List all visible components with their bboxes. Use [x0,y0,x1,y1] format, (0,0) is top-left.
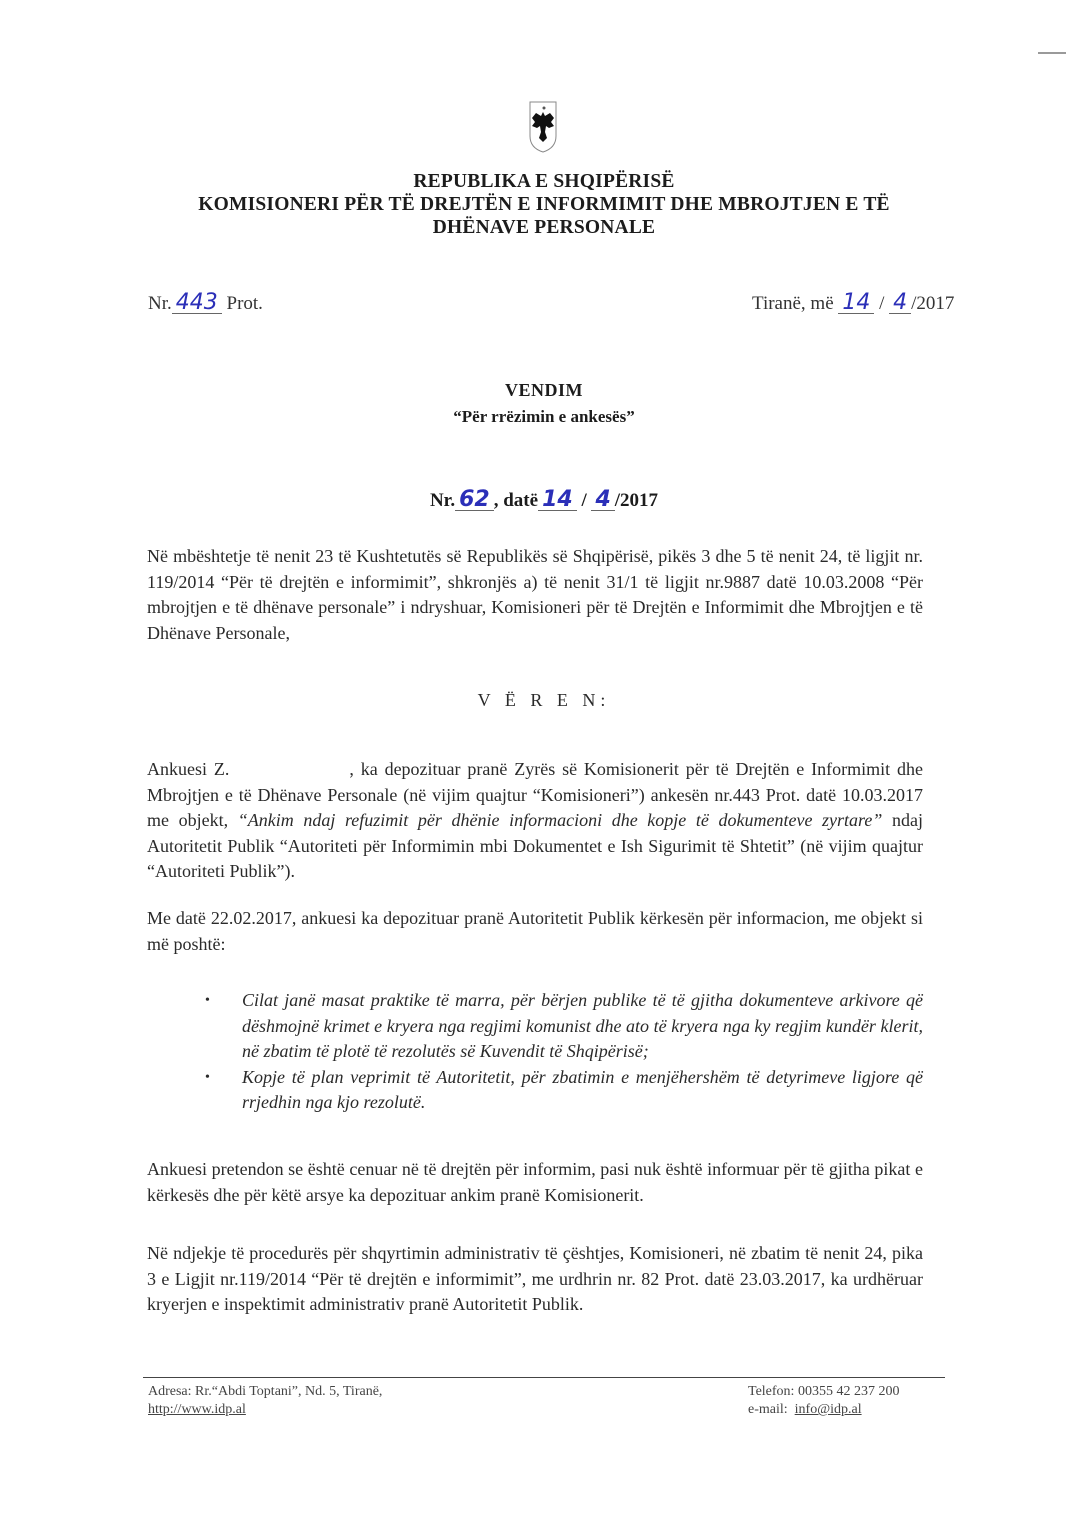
claim-paragraph: Ankuesi pretendon se është cenuar në të drejtën për informim, pasi nuk është informuar për të gjitha pikat e kërkesës dhe për këtë arsye ka depozituar ankim pranë Komisionerit. [147,1159,923,1205]
protocol-number [148,290,263,315]
veren-heading: V Ë R E N: [477,690,611,710]
decision-year: /2017 [614,490,659,511]
list-item-text: Kopje të plan veprimit të Autoritetit, për zbatimin e menjëhershëm të detyrimeve ligjore që rrjedhin nga kjo rezolutë. [242,1066,923,1112]
place-label: Tiranë, më [752,293,834,314]
decision-month-handwritten: 4 [591,490,614,511]
complaint-lead: Ankuesi Z. [147,759,230,779]
footer-email-link[interactable]: info@idp.al [794,1402,862,1417]
decision-date-prefix: , datë [493,490,539,511]
decision-number [0,487,1088,512]
footer-address: Adresa: Rr.“Abdi Toptani”, Nd. 5, Tiranë, [148,1384,383,1399]
footer-left [148,1383,382,1419]
list-item-text: Cilat janë masat praktike të marra, për bërjen publike të të gjitha dokumenteve arkivore që dëshmojnë krimet e kryera nga regjimi komunist dhe ato të kryera nga ky regjim kundër klerit, në zbatim të plotë të rezolutës së Kuvendit të Shqipërisë; [242,990,923,1061]
bullet-icon: • [205,1069,210,1085]
date-month-handwritten: 4 [889,293,911,314]
footer-email-row [748,1401,899,1419]
header-republic: REPUBLIKA E SHQIPËRISË [413,171,675,192]
footer-phone: Telefon: 00355 42 237 200 [748,1384,900,1399]
complaint-tail: ndaj Autoritetit Publik “Autoriteti për Informimin mbi Dokumentet e Ish Sigurimit të Shtetit” (në vijim quajtur “Autoriteti Publik”). [147,810,924,881]
decision-date-separator: / [581,490,587,511]
protocol-suffix: Prot. [226,293,263,314]
list-item [205,1065,923,1116]
bullet-icon: • [205,993,210,1008]
list-item [205,988,923,1065]
footer-email-label: e-mail: [748,1402,788,1417]
place-date [752,290,955,315]
decision-day-handwritten: 14 [538,490,577,511]
request-paragraph: Me datë 22.02.2017, ankuesi ka depozituar pranë Autoritetit Publik kërkesën për informacion, me objekt si më poshtë: [147,908,923,954]
protocol-number-handwritten: 443 [172,293,222,314]
header-commissioner: KOMISIONERI PËR TË DREJTËN E INFORMIMIT DHE MBROJTJEN E TË [198,194,890,215]
request-list [205,988,923,1116]
date-separator: / [879,293,885,314]
complaint-paragraph [147,757,923,885]
decision-title: VENDIM [505,380,583,400]
footer-right [748,1383,899,1419]
albanian-eagle-emblem-icon [528,100,558,154]
complaint-object: “Ankim ndaj refuzimit për dhënie informacioni dhe kopje të dokumenteve zyrtare” [237,810,883,830]
scan-mark [1038,52,1066,54]
intro-paragraph: Në mbështetje të nenit 23 të Kushtetutës së Republikës së Shqipërisë, pikës 3 dhe 5 të nenit 24, të ligjit nr. 119/2014 “Për të drejtën e informimit”, shkronjës a) të nenit 31/1 të ligjit nr.9887 datë 10.03.2008 “Për mbrojtjen e të dhënave personale” i ndryshuar, Komisioneri për të Drejtën e Informimit dhe Mbrojtjen e të Dhënave Personale, [147,546,923,643]
decision-subtitle: “Për rrëzimin e ankesës” [453,407,635,426]
date-day-handwritten: 14 [838,293,874,314]
header-commissioner-cont: DHËNAVE PERSONALE [432,217,656,238]
date-year: /2017 [911,293,955,314]
protocol-prefix: Nr. [148,293,172,314]
footer-website-link[interactable]: http://www.idp.al [148,1402,246,1417]
decision-nr-prefix: Nr. [429,490,456,511]
decision-number-handwritten: 62 [455,490,494,511]
footer-divider [143,1377,945,1378]
complaint-body: , ka depozituar pranë Zyrës së Komisionerit për të Drejtën e Informimit dhe Mbrojtjen e të Dhënave Personale (në vijim quajtur “Komisioneri”) ankesën nr.443 Prot. datë 10.03.2017 me objekt, [147,759,923,830]
procedure-paragraph: Në ndjekje të procedurës për shqyrtimin administrativ të çështjes, Komisioneri, në zbatim të nenit 24, pika 3 e Ligjit nr.119/2014 “Për të drejtën e informimit”, me urdhrin nr. 82 Prot. datë 23.03.2017, ka urdhëruar kryerjen e inspektimit administrativ pranë Autoritetit Publik. [147,1243,923,1314]
